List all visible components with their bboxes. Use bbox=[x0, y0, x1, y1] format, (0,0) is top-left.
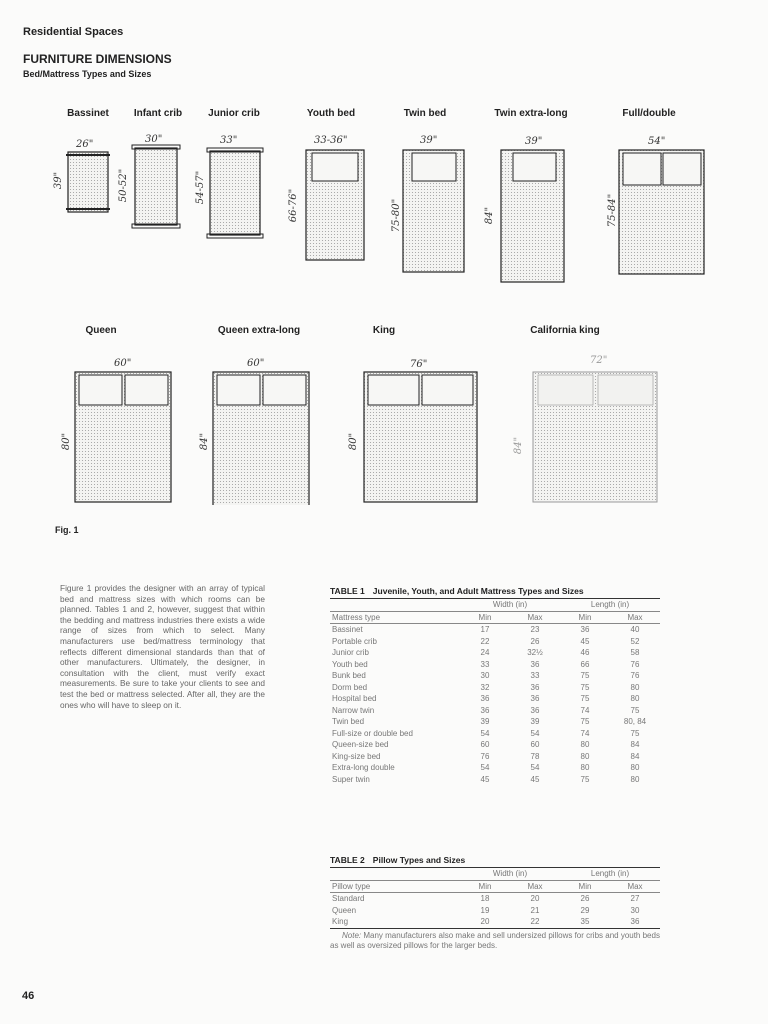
table-cell-value: 54 bbox=[480, 728, 490, 738]
dim-length-california-king: 84" bbox=[513, 436, 525, 455]
table-cell-value: 80 bbox=[580, 763, 590, 772]
table-cell-value: 80 bbox=[580, 751, 590, 761]
bassinet-drawing bbox=[66, 152, 110, 212]
dim-width-queen: 60" bbox=[114, 358, 132, 369]
table2-col-width-max: Max bbox=[527, 881, 543, 891]
table-cell-type: Queen bbox=[332, 905, 357, 915]
table-row bbox=[330, 636, 660, 648]
table-cell-value: 23 bbox=[530, 625, 540, 634]
table-cell-value: 17 bbox=[480, 625, 490, 634]
bed-label-bassinet: Bassinet bbox=[67, 108, 109, 119]
table-cell-value: 20 bbox=[530, 894, 540, 903]
table2-col-length-max: Max bbox=[627, 881, 643, 891]
body-paragraph: Figure 1 provides the designer with an array of typical bed and mattress sizes with which rooms can be planned. Tables 1 and 2, however, suggest that within the bedding and mattress industries there exists a wide range of sizes from which to select. Many manufacturers use bed/mattress terminology that reflects different dimensional standards than that of other manufacturers. Ultimately, the designer, in consultation with the client, must verify exact measurements. Be sure to take your clients to see and test the bed or mattress selected. After all, they are the ones who will have to sleep on it. bbox=[60, 583, 265, 710]
bed-label-twin-extra-long: Twin extra-long bbox=[494, 108, 568, 119]
table1-col-length-max: Max bbox=[627, 612, 643, 622]
table-cell-type: Junior crib bbox=[332, 648, 369, 657]
page-subtitle: Bed/Mattress Types and Sizes bbox=[23, 69, 152, 79]
table2-col-type: Pillow type bbox=[332, 881, 371, 891]
bed-label-full-double: Full/double bbox=[622, 108, 676, 119]
table-row bbox=[330, 916, 660, 928]
table1-length-header: Length (in) bbox=[590, 600, 630, 609]
table-cell-value: 36 bbox=[530, 659, 540, 669]
figure-label: Fig. 1 bbox=[55, 525, 79, 535]
table-cell-type: Youth bed bbox=[332, 659, 368, 669]
table-cell-value: 21 bbox=[530, 905, 540, 915]
table-cell-value: 36 bbox=[530, 705, 540, 715]
bed-label-california-king: California king bbox=[530, 325, 600, 336]
table-cell-type: King bbox=[332, 917, 349, 926]
table-cell-value: 39 bbox=[530, 717, 540, 726]
table-cell-value: 35 bbox=[580, 917, 590, 926]
table-cell-value: 22 bbox=[480, 636, 490, 646]
table-cell-value: 74 bbox=[580, 728, 590, 738]
table-cell-value: 22 bbox=[530, 917, 540, 926]
bed-drawings-row2 bbox=[0, 360, 768, 505]
table-cell-type: Dorm bed bbox=[332, 682, 368, 692]
table-cell-value: 29 bbox=[580, 905, 590, 915]
table2-note-text: Many manufacturers also make and sell undersized pillows for cribs and youth beds as well as oversized pillows for the larger beds. bbox=[330, 930, 660, 950]
dim-width-infant-crib: 30" bbox=[145, 134, 163, 145]
king-drawing bbox=[364, 372, 477, 502]
table-cell-value: 66 bbox=[580, 659, 590, 669]
dim-width-california-king: 72" bbox=[590, 355, 608, 366]
table-cell-type: Super twin bbox=[332, 774, 370, 784]
table1-col-type: Mattress type bbox=[332, 612, 381, 622]
table-cell-value: 36 bbox=[530, 694, 540, 703]
table-row bbox=[330, 659, 660, 671]
bed-drawings-row1 bbox=[0, 125, 768, 290]
table-cell-value: 19 bbox=[480, 905, 490, 915]
section-title: Residential Spaces bbox=[23, 26, 124, 38]
table-cell-value: 75 bbox=[580, 694, 590, 703]
table-cell-value: 58 bbox=[630, 648, 640, 657]
table-row bbox=[330, 905, 660, 917]
table-cell-value: 30 bbox=[480, 671, 490, 680]
table-cell-value: 75 bbox=[580, 717, 590, 726]
table-cell-type: Twin bed bbox=[332, 717, 365, 726]
table-cell-value: 74 bbox=[580, 705, 590, 715]
table2-width-header: Width (in) bbox=[492, 869, 528, 878]
table1-number: TABLE 1 bbox=[330, 586, 365, 596]
dim-length-full-double: 75-84" bbox=[607, 193, 619, 228]
table-cell-value: 39 bbox=[480, 717, 490, 726]
table-cell-value: 75 bbox=[630, 705, 640, 715]
dim-length-bassinet: 39" bbox=[53, 171, 65, 190]
table2-grid bbox=[330, 867, 660, 928]
dim-length-youth-bed: 66-76" bbox=[288, 188, 300, 223]
table-cell-value: 52 bbox=[630, 636, 640, 646]
table2-length-header: Length (in) bbox=[590, 869, 630, 878]
dim-width-twin-bed: 39" bbox=[420, 135, 438, 146]
page-title: FURNITURE DIMENSIONS bbox=[23, 52, 172, 66]
table-row bbox=[330, 762, 660, 774]
table1-title-text: Juvenile, Youth, and Adult Mattress Types and Sizes bbox=[372, 586, 584, 596]
bed-label-junior-crib: Junior crib bbox=[208, 108, 260, 119]
dim-width-bassinet: 26" bbox=[76, 139, 94, 150]
table-cell-value: 75 bbox=[580, 774, 590, 784]
table-cell-type: Bunk bed bbox=[332, 671, 366, 680]
bed-label-youth-bed: Youth bed bbox=[306, 108, 356, 119]
table2-title bbox=[330, 855, 660, 865]
table-cell-type: Hospital bed bbox=[332, 694, 377, 703]
table2 bbox=[330, 855, 660, 951]
california-king-drawing bbox=[533, 372, 657, 502]
bed-label-king: King bbox=[372, 325, 396, 336]
table-cell-type: Bassinet bbox=[332, 625, 363, 634]
table-row bbox=[330, 751, 660, 763]
dim-width-youth-bed: 33-36" bbox=[314, 135, 348, 146]
table-cell-value: 80 bbox=[630, 682, 640, 692]
table-cell-value: 80 bbox=[580, 740, 590, 749]
table2-col-length-min: Min bbox=[578, 881, 592, 891]
table-cell-value: 36 bbox=[530, 682, 540, 692]
table-cell-value: 76 bbox=[630, 659, 640, 669]
table-cell-value: 30 bbox=[630, 905, 640, 915]
table-cell-value: 45 bbox=[530, 774, 540, 784]
table-row bbox=[330, 682, 660, 694]
table-cell-type: Full-size or double bed bbox=[332, 728, 413, 738]
table-cell-value: 36 bbox=[580, 625, 590, 634]
table-cell-value: 45 bbox=[480, 774, 490, 784]
table1-column-header-row bbox=[330, 611, 660, 624]
table-cell-value: 33 bbox=[480, 659, 490, 669]
bed-label-twin-bed: Twin bed bbox=[403, 108, 447, 119]
table-cell-value: 78 bbox=[530, 751, 540, 761]
table-cell-value: 20 bbox=[480, 917, 490, 926]
table-cell-value: 33 bbox=[530, 671, 540, 680]
dim-length-queen: 80" bbox=[61, 432, 73, 451]
table1-col-width-max: Max bbox=[527, 612, 543, 622]
dim-length-twin-extra-long: 84" bbox=[484, 206, 496, 225]
page-number: 46 bbox=[22, 990, 35, 1002]
table-cell-value: 75 bbox=[630, 728, 640, 738]
table-row bbox=[330, 728, 660, 740]
table-cell-value: 18 bbox=[480, 894, 490, 903]
table-cell-value: 26 bbox=[530, 636, 540, 646]
table2-column-header-row bbox=[330, 880, 660, 893]
table-cell-value: 75 bbox=[580, 671, 590, 680]
table1-title bbox=[330, 586, 660, 596]
dim-length-king: 80" bbox=[348, 432, 360, 451]
table1-width-header: Width (in) bbox=[492, 600, 528, 609]
table-cell-type: Standard bbox=[332, 894, 365, 903]
table-cell-value: 75 bbox=[580, 682, 590, 692]
table1 bbox=[330, 586, 660, 785]
table-row bbox=[330, 670, 660, 682]
table-cell-value: 46 bbox=[580, 648, 590, 657]
table-cell-value: 54 bbox=[480, 763, 490, 772]
dim-width-junior-crib: 33" bbox=[220, 135, 238, 146]
infant-crib-drawing bbox=[132, 145, 180, 228]
table-cell-value: 36 bbox=[480, 694, 490, 703]
table2-group-header-row bbox=[330, 868, 660, 881]
table-cell-value: 36 bbox=[480, 705, 490, 715]
table-cell-value: 76 bbox=[480, 751, 490, 761]
table-cell-type: Queen-size bed bbox=[332, 740, 389, 749]
table-row bbox=[330, 774, 660, 786]
table-cell-value: 80, 84 bbox=[623, 717, 647, 726]
table-cell-value: 60 bbox=[480, 740, 490, 749]
table-cell-type: Portable crib bbox=[332, 636, 377, 646]
table-cell-value: 80 bbox=[630, 774, 640, 784]
table-cell-value: 26 bbox=[580, 894, 590, 903]
table1-body bbox=[330, 624, 660, 786]
table-row bbox=[330, 716, 660, 728]
dim-width-twin-extra-long: 39" bbox=[525, 136, 543, 147]
table2-note bbox=[330, 928, 660, 951]
table-cell-value: 24 bbox=[480, 648, 490, 657]
table-cell-type: Extra-long double bbox=[332, 763, 395, 772]
table-cell-value: 80 bbox=[630, 694, 640, 703]
table-row bbox=[330, 705, 660, 717]
dim-length-infant-crib: 50-52" bbox=[118, 168, 130, 203]
junior-crib-drawing bbox=[207, 148, 263, 238]
queen-drawing bbox=[75, 372, 171, 502]
dim-width-king: 76" bbox=[410, 359, 428, 370]
queen-extra-long-drawing bbox=[213, 372, 309, 505]
bed-label-queen: Queen bbox=[85, 325, 117, 336]
table1-col-width-min: Min bbox=[478, 612, 492, 622]
dim-length-junior-crib: 54-57" bbox=[195, 170, 207, 205]
twin-extra-long-drawing bbox=[501, 150, 564, 282]
table-row bbox=[330, 739, 660, 751]
table1-group-header-row bbox=[330, 599, 660, 612]
table-cell-value: 40 bbox=[630, 625, 640, 634]
table2-number: TABLE 2 bbox=[330, 855, 365, 865]
table2-note-label: Note: bbox=[342, 930, 362, 940]
table-row bbox=[330, 624, 660, 636]
bed-label-infant-crib: Infant crib bbox=[133, 108, 183, 119]
table-cell-value: 32½ bbox=[527, 648, 543, 657]
table-cell-value: 45 bbox=[580, 636, 590, 646]
dim-width-queen-extra-long: 60" bbox=[247, 358, 265, 369]
table-cell-value: 60 bbox=[530, 740, 540, 749]
table-cell-value: 84 bbox=[630, 740, 640, 749]
full-double-drawing bbox=[619, 150, 704, 274]
table2-body bbox=[330, 893, 660, 928]
table-cell-type: Narrow twin bbox=[332, 705, 375, 715]
table1-col-length-min: Min bbox=[578, 612, 592, 622]
table-cell-type: King-size bed bbox=[332, 751, 381, 761]
table-cell-value: 76 bbox=[630, 671, 640, 680]
table1-grid bbox=[330, 598, 660, 785]
table-cell-value: 54 bbox=[530, 728, 540, 738]
dim-length-twin-bed: 75-80" bbox=[391, 198, 403, 233]
table-cell-value: 27 bbox=[630, 894, 640, 903]
table-row bbox=[330, 647, 660, 659]
twin-bed-drawing bbox=[403, 150, 464, 272]
youth-bed-drawing bbox=[306, 150, 364, 260]
dim-length-queen-extra-long: 84" bbox=[199, 432, 211, 451]
table-cell-value: 84 bbox=[630, 751, 640, 761]
table-cell-value: 36 bbox=[630, 917, 640, 926]
bed-label-queen-extra-long: Queen extra-long bbox=[217, 325, 301, 336]
table-row bbox=[330, 693, 660, 705]
table2-title-text: Pillow Types and Sizes bbox=[372, 855, 466, 865]
table-cell-value: 32 bbox=[480, 682, 490, 692]
table-cell-value: 80 bbox=[630, 763, 640, 772]
table-cell-value: 54 bbox=[530, 763, 540, 772]
table2-col-width-min: Min bbox=[478, 881, 492, 891]
table-row bbox=[330, 893, 660, 905]
dim-width-full-double: 54" bbox=[648, 136, 666, 147]
